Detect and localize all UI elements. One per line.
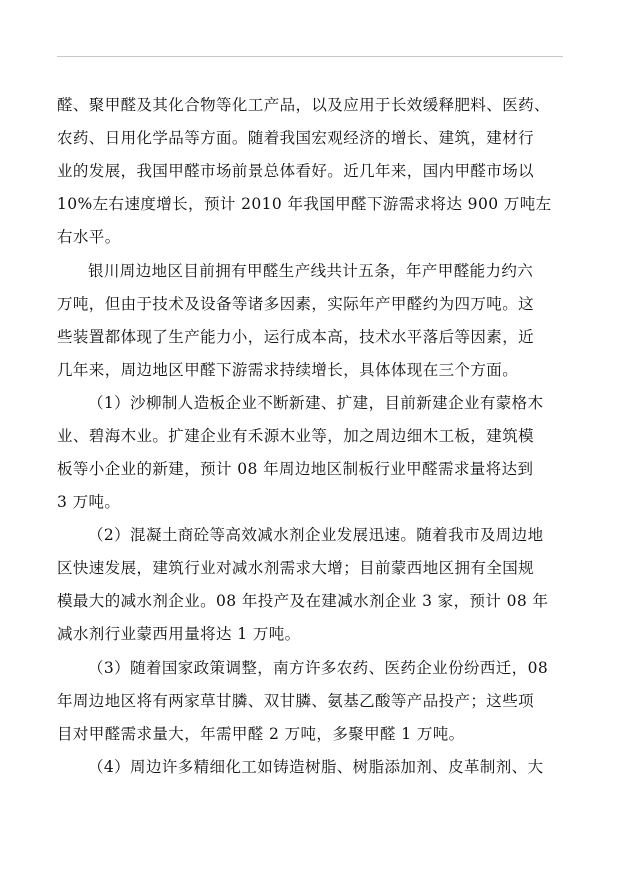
text-line: 模最大的减水剂企业。08 年投产及在建减水剂企业 3 家，预计 08 年 (57, 592, 549, 610)
text-line: 业的发展，我国甲醛市场前景总体看好。近几年来，国内甲醛市场以 (57, 162, 535, 180)
text-line: 减水剂行业蒙西用量将达 1 万吨。 (57, 625, 301, 643)
paragraph-first-line: （3）随着国家政策调整，南方许多农药、医药企业份纷西迁，08 (88, 659, 549, 677)
text-line: 些装置都体现了生产能力小，运行成本高，技术水平落后等因素，近 (57, 328, 535, 346)
paragraph-first-line: （1）沙柳制人造板企业不断新建、扩建，目前新建企业有蒙格木 (88, 394, 544, 412)
text-line: 万吨，但由于技术及设备等诸多因素，实际年产甲醛约为四万吨。这 (57, 295, 535, 313)
text-line: 板等小企业的新建，预计 08 年周边地区制板行业甲醛需求量将达到 (57, 460, 534, 478)
header-rule (57, 56, 563, 57)
text-line: 年周边地区将有两家草甘膦、双甘膦、氨基乙酸等产品投产；这些项 (57, 692, 535, 710)
paragraph-first-line: 银川周边地区目前拥有甲醛生产线共计五条，年产甲醛能力约六 (88, 262, 534, 280)
text-line: 目对甲醛需求量大，年需甲醛 2 万吨，多聚甲醛 1 万吨。 (57, 725, 465, 743)
text-line: 农药、日用化学品等方面。随着我国宏观经济的增长、建筑，建材行 (57, 129, 535, 147)
text-line: 几年来，周边地区甲醛下游需求持续增长，具体体现在三个方面。 (57, 361, 519, 379)
text-line: 业、碧海木业。扩建企业有禾源木业等，加之周边细木工板，建筑模 (57, 427, 535, 445)
text-line: 醛、聚甲醛及其化合物等化工产品，以及应用于长效缓释肥料、医药、 (57, 96, 550, 114)
text-line: 右水平。 (57, 228, 121, 246)
text-line: 10%左右速度增长，预计 2010 年我国甲醛下游需求将达 900 万吨左 (57, 195, 552, 213)
paragraph-first-line: （2）混凝土商砼等高效减水剂企业发展迅速。随着我市及周边地 (88, 526, 544, 544)
paragraph-first-line: （4）周边许多精细化工如铸造树脂、树脂添加剂、皮革制剂、大 (88, 758, 544, 776)
text-line: 3 万吨。 (57, 493, 121, 511)
text-line: 区快速发展，建筑行业对减水剂需求大增；目前蒙西地区拥有全国规 (57, 559, 535, 577)
